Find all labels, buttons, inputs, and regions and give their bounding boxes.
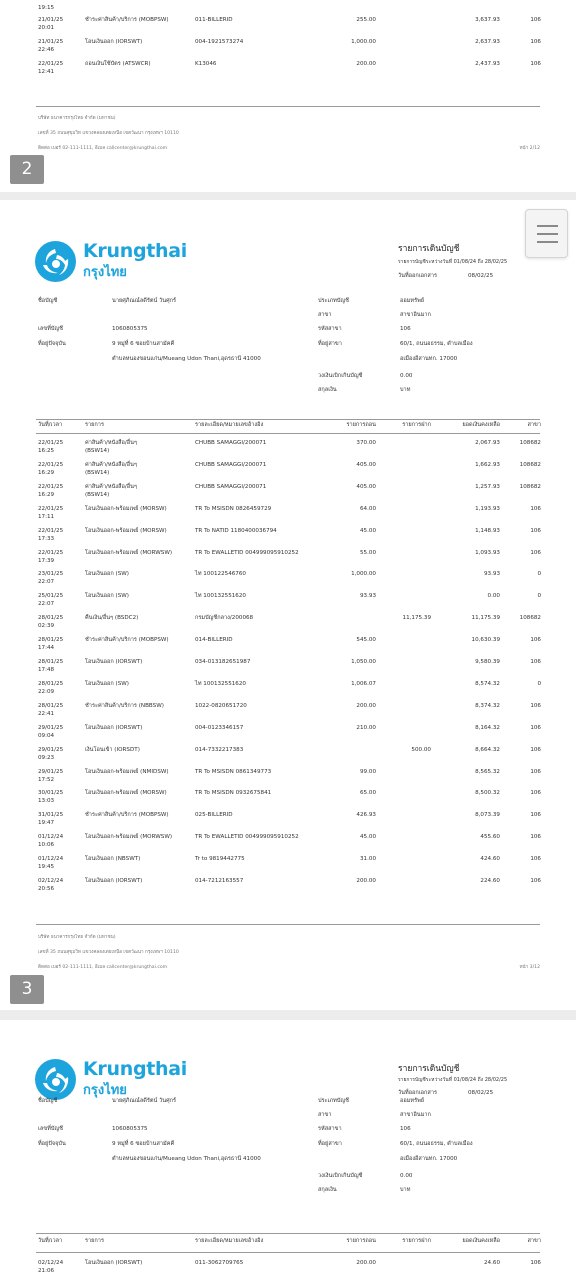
cell-date: 22/01/25	[38, 483, 64, 490]
cell-br: 106	[530, 746, 541, 753]
cell-time: 17:11	[38, 513, 55, 520]
print-date-label: วันที่ออกเอกสาร	[398, 273, 437, 279]
cell-desc: ค่าสินค้า/หนังสือ/อื่นๆ	[85, 461, 137, 468]
cell-br: 106	[530, 724, 541, 731]
cell-desc: โอนเงินออก-พร้อมเพย์ (NMIDSW)	[85, 768, 169, 775]
cell-br: 106	[530, 17, 541, 23]
overdraft: 0.00	[400, 1173, 413, 1179]
cell-wd: 210.00	[356, 724, 376, 731]
cell-time: 20:56	[38, 886, 55, 892]
cell-date: 29/01/25	[38, 768, 64, 775]
cell-br: 108682	[519, 440, 541, 446]
column-header: รายละเอียด/หมายเลขอ้างอิง	[195, 1238, 264, 1244]
cell-desc: โอนเงินออก (IORSWT)	[85, 659, 143, 665]
column-header: วันที่/เวลา	[38, 1238, 63, 1244]
table-header-bottom-line	[36, 433, 540, 434]
cell-detail: TR To EWALLETID 004999095910252	[195, 549, 299, 556]
cell-desc: คืนเงิน/อื่นๆ (BSDC2)	[85, 615, 139, 622]
cell-date: 30/01/25	[38, 790, 64, 797]
branch: สาขาอินมาก	[400, 312, 431, 318]
cell-time: 16:25	[38, 448, 55, 454]
cell-wd: 405.00	[356, 483, 376, 490]
cell-wd: 426.93	[356, 812, 376, 819]
branch-address-2: อเมืองอีสานทก. 17000	[400, 356, 458, 362]
cell-dep: 500.00	[411, 746, 431, 753]
cell-wd: 255.00	[356, 17, 376, 23]
cell-date: 01/12/24	[38, 856, 64, 863]
cell-bal: 3,637.93	[475, 17, 500, 23]
cell-desc: โอนเงินออก-พร้อมเพย์ (MORWSW)	[85, 549, 173, 556]
branch-address-1: 60/1, ถนนอธรรม, ตำบลเมือง	[400, 341, 473, 347]
branch-address-label: ที่อยู่สาขา	[318, 341, 342, 347]
print-date: 08/02/25	[468, 1090, 494, 1096]
cell-desc: โอนเงินออก (SW)	[85, 593, 129, 600]
krungthai-logo-icon	[35, 241, 76, 282]
cell-wd: 200.00	[356, 878, 376, 884]
cell-desc: โอนเงินออก-พร้อมเพย์ (MORSW)	[85, 505, 167, 512]
account-name-label: ชื่อบัญชี	[38, 298, 58, 304]
cell-br: 106	[530, 1260, 541, 1266]
footer-company: บริษัท ธนาคารกรุงไทย จำกัด (มหาชน)	[38, 116, 116, 121]
branch-no: 106	[400, 326, 411, 332]
page-gap	[0, 192, 576, 200]
cell-time: 19:47	[38, 820, 55, 827]
cell-desc: ชำระค่าสินค้า/บริการ (NBBSW)	[85, 702, 164, 709]
cell-bal: 93.93	[483, 571, 500, 578]
cell-detail: TR To NATID 1180400036794	[195, 527, 277, 534]
branch-label: สาขา	[318, 1112, 332, 1118]
cell-wd: 200.00	[356, 702, 376, 709]
cell-wd: 1,006.07	[351, 680, 376, 687]
cell-br: 106	[530, 812, 541, 819]
cell-detail: 034-013182651987	[195, 659, 251, 665]
cell-br: 108682	[519, 483, 541, 490]
cell-detail: TR To EWALLETID 004999095910252	[195, 834, 299, 841]
cell-date: 28/01/25	[38, 637, 64, 644]
cell-date: 28/01/25	[38, 702, 64, 709]
cell-desc: ชำระค่าสินค้า/บริการ (MOBPSW)	[85, 812, 169, 819]
cell-time: 22:46	[38, 47, 55, 53]
cell-date: 01/12/24	[38, 834, 64, 841]
cell-date: 28/01/25	[38, 615, 64, 622]
cell-time: 22:07	[38, 601, 55, 608]
cell-br: 106	[530, 659, 541, 665]
cell-br: 106	[530, 637, 541, 644]
column-header: รายการ	[85, 1238, 104, 1244]
cell-detail: ไท 100132551620	[195, 680, 246, 687]
cell-dep: 11,175.39	[402, 615, 431, 622]
cell-date: 02/12/24	[38, 1260, 64, 1266]
column-header: สาขา	[527, 422, 541, 428]
cell-date: 29/01/25	[38, 746, 64, 753]
bank-name-en: Krungthai	[83, 240, 187, 262]
branch-no: 106	[400, 1126, 411, 1132]
bank-name-th: กรุงไทย	[83, 1083, 127, 1098]
cell-date: 25/01/25	[38, 593, 64, 600]
cell-wd: 1,000.00	[351, 39, 376, 45]
currency: บาท	[400, 387, 411, 393]
cell-time: 19:45	[38, 864, 55, 871]
column-header: รายการถอน	[346, 1238, 376, 1244]
cell-bal: 455.60	[480, 834, 500, 841]
branch-no-label: รหัสสาขา	[318, 1126, 342, 1132]
cell-wd: 93.93	[359, 593, 376, 600]
cell-br: 106	[530, 39, 541, 45]
cell-time: 22:41	[38, 710, 55, 717]
cell-detail: CHUBB SAMAGGI/200071	[195, 483, 267, 490]
cell-desc: ชำระค่าสินค้า/บริการ (MOBPSW)	[85, 637, 169, 644]
cell-bal: 1,257.93	[475, 483, 500, 490]
cell-time: 22:07	[38, 579, 55, 586]
account-name-label: ชื่อบัญชี	[38, 1098, 58, 1104]
cell-date: 22/01/25	[38, 549, 64, 556]
cell-date: 23/01/25	[38, 571, 64, 578]
column-header: วันที่/เวลา	[38, 422, 63, 428]
cell-time: 02:39	[38, 623, 55, 630]
account-name: นายศุภิณณ์ลดีรัตน์ วันศุกร์	[112, 298, 177, 304]
cell-detail: TR To MSISDN 0826459729	[195, 505, 272, 512]
cell-wd: 31.00	[359, 856, 376, 863]
column-header: รายการฝาก	[402, 422, 431, 428]
cell-detail: CHUBB SAMAGGI/200071	[195, 440, 267, 446]
cell-bal: 8,374.32	[475, 702, 500, 709]
cell-date: 31/01/25	[38, 812, 64, 819]
account-number-label: เลขที่บัญชี	[38, 326, 63, 332]
cell-desc: โอนเงินออก-พร้อมเพย์ (MORSW)	[85, 527, 167, 534]
cell-detail: 014-7212163557	[195, 878, 244, 884]
address-line-1: 9 หมู่ที่ 6 ซอยบ้านสามัคคี	[112, 341, 175, 347]
print-date-label: วันที่ออกเอกสาร	[398, 1090, 437, 1096]
cell-time: 17:48	[38, 667, 55, 673]
statement-period: รายการบัญชีระหว่างวันที่ 01/08/24 ถึง 28/02/25	[398, 1077, 508, 1083]
cell-detail: CHUBB SAMAGGI/200071	[195, 461, 267, 468]
cell-detail: ไท 100122546760	[195, 571, 246, 578]
cell-wd: 1,050.00	[351, 659, 376, 665]
currency: บาท	[400, 1187, 411, 1193]
column-header: รายการถอน	[346, 422, 376, 428]
statement-title: รายการเดินบัญชี	[398, 1064, 460, 1074]
cell-time: 22:09	[38, 688, 55, 695]
cell-br: 106	[530, 768, 541, 775]
cell-date: 22/01/25	[38, 440, 64, 446]
cell-time: 12:41	[38, 69, 55, 75]
cell-wd: 1,000.00	[351, 571, 376, 578]
column-header: รายการ	[85, 422, 104, 428]
cell-bal: 10,630.39	[471, 637, 500, 644]
cell-br: 106	[530, 61, 541, 67]
footer-company: บริษัท ธนาคารกรุงไทย จำกัด (มหาชน)	[38, 935, 116, 940]
cell-time: 16:29	[38, 469, 55, 476]
overdraft-label: วงเงินเบิกเกินบัญชี	[318, 1173, 363, 1179]
cell-date: 19:15	[38, 5, 55, 11]
cell-time: 17:33	[38, 535, 55, 542]
cell-time: 17:39	[38, 557, 55, 564]
cell-date: 22/01/25	[38, 61, 64, 67]
account-number: 1060805375	[112, 1126, 148, 1132]
cell-wd: 45.00	[359, 834, 376, 841]
cell-detail: 011-3062709765	[195, 1260, 244, 1266]
column-header: รายละเอียด/หมายเลขอ้างอิง	[195, 422, 264, 428]
cell-bal: 0.00	[487, 593, 500, 600]
cell-detail: 004-0123346157	[195, 724, 244, 731]
currency-label: สกุลเงิน	[318, 387, 337, 393]
cell-bal: 2,637.93	[475, 39, 500, 45]
account-type: ออมทรัพย์	[400, 1098, 425, 1104]
cell-time: 20:01	[38, 25, 55, 31]
cell-detail: 014-BILLERID	[195, 637, 233, 644]
bank-name-th: กรุงไทย	[83, 265, 127, 280]
cell-desc: โอนเงินออก (IORSWT)	[85, 878, 143, 884]
print-date: 08/02/25	[468, 273, 494, 279]
column-header: สาขา	[527, 1238, 541, 1244]
cell-br: 0	[537, 680, 541, 687]
footer-contact: ติดต่อ เบอร์ 02-111-1111, อีเมล callcenter@krungthai.com	[38, 965, 168, 970]
cell-date: 02/12/24	[38, 878, 64, 884]
column-header: ยอดเงินคงเหลือ	[462, 422, 500, 428]
cell-desc: ค่าสินค้า/หนังสือ/อื่นๆ	[85, 440, 137, 446]
cell-br: 0	[537, 593, 541, 600]
cell-desc: ค่าสินค้า/หนังสือ/อื่นๆ	[85, 483, 137, 490]
cell-date: 21/01/25	[38, 17, 64, 23]
cell-desc: โอนเงินออก (SW)	[85, 571, 129, 578]
cell-bal: 2,067.93	[475, 440, 500, 446]
cell-wd: 99.00	[359, 768, 376, 775]
cell-desc: โอนเงินออก (NBSWT)	[85, 856, 141, 863]
cell-br: 106	[530, 856, 541, 863]
cell-br: 106	[530, 790, 541, 797]
cell-detail: TR To MSISDN 0861349773	[195, 768, 272, 775]
cell-bal: 11,175.39	[471, 615, 500, 622]
address-line-2: ตำบลหนองขอนแก่น/Mueang Udon Thani,อุดรธานี 41000	[112, 356, 261, 362]
cell-bal: 8,073.39	[475, 812, 500, 819]
cell-br: 106	[530, 834, 541, 841]
footer-address: เลขที่ 35 ถนนสุขุมวิท แขวงคลองเตยเหนือ เขตวัฒนา กรุงเทพฯ 10110	[38, 950, 179, 955]
cell-detail: 011-BILLERID	[195, 17, 233, 23]
branch-no-label: รหัสสาขา	[318, 326, 342, 332]
cell-date: 28/01/25	[38, 680, 64, 687]
cell-date: 29/01/25	[38, 724, 64, 731]
cell-bal: 8,565.32	[475, 768, 500, 775]
cell-time: 17:52	[38, 776, 55, 783]
cell-wd: 200.00	[356, 1260, 376, 1266]
cell-bal: 1,662.93	[475, 461, 500, 468]
cell-bal: 8,500.32	[475, 790, 500, 797]
cell-detail: 014-7332217383	[195, 746, 244, 753]
cell-detail: 004-1921573274	[195, 39, 244, 45]
hamburger-line-3	[537, 241, 558, 243]
cell-br: 106	[530, 527, 541, 534]
page-divider	[36, 924, 540, 925]
cell-wd: 45.00	[359, 527, 376, 534]
cell-date: 28/01/25	[38, 659, 64, 665]
cell-desc: โอนเงินออก (IORSWT)	[85, 39, 143, 45]
cell-wd: 370.00	[356, 440, 376, 446]
cell-desc: ชำระค่าสินค้า/บริการ (MOBPSW)	[85, 17, 169, 23]
page-number-label: หน้า 2/12	[519, 146, 540, 151]
cell-wd: 405.00	[356, 461, 376, 468]
cell-time: 09:23	[38, 754, 55, 761]
column-header: ยอดเงินคงเหลือ	[462, 1238, 500, 1244]
cell-detail: ไท 100132551620	[195, 593, 246, 600]
footer-contact: ติดต่อ เบอร์ 02-111-1111, อีเมล callcenter@krungthai.com	[38, 146, 168, 151]
branch-address-label: ที่อยู่สาขา	[318, 1141, 342, 1147]
cell-desc: โอนเงินออก (IORSWT)	[85, 724, 143, 731]
cell-bal: 8,164.32	[475, 724, 500, 731]
cell-time: 16:29	[38, 491, 55, 498]
address-line-2: ตำบลหนองขอนแก่น/Mueang Udon Thani,อุดรธานี 41000	[112, 1156, 261, 1162]
address-label: ที่อยู่ปัจจุบัน	[38, 341, 66, 347]
cell-detail: K13046	[195, 61, 217, 67]
cell-desc-extra: (BSW14)	[85, 491, 110, 498]
page-gap	[0, 1010, 576, 1020]
cell-wd: 200.00	[356, 61, 376, 67]
branch: สาขาอินมาก	[400, 1112, 431, 1118]
overdraft: 0.00	[400, 373, 413, 379]
cell-wd: 65.00	[359, 790, 376, 797]
cell-detail: 025-BILLERID	[195, 812, 233, 819]
branch-address-1: 60/1, ถนนอธรรม, ตำบลเมือง	[400, 1141, 473, 1147]
cell-wd: 64.00	[359, 505, 376, 512]
cell-desc-extra: (BSW14)	[85, 448, 110, 454]
cell-bal: 1,193.93	[475, 505, 500, 512]
hamburger-line-1	[537, 225, 558, 227]
statement-period: รายการบัญชีระหว่างวันที่ 01/08/24 ถึง 28/02/25	[398, 259, 508, 265]
cell-bal: 9,580.39	[475, 659, 500, 665]
cell-bal: 424.60	[480, 856, 500, 863]
statement-page-2	[0, 0, 576, 192]
page-badge: 3	[10, 975, 44, 1004]
cell-bal: 8,664.32	[475, 746, 500, 753]
cell-desc: โอนเงินออก-พร้อมเพย์ (MORSW)	[85, 790, 167, 797]
cell-date: 22/01/25	[38, 461, 64, 468]
account-number: 1060805375	[112, 326, 148, 332]
cell-time: 17:44	[38, 645, 55, 652]
account-number-label: เลขที่บัญชี	[38, 1126, 63, 1132]
cell-time: 09:04	[38, 732, 55, 739]
address-label: ที่อยู่ปัจจุบัน	[38, 1141, 66, 1147]
cell-br: 106	[530, 702, 541, 709]
cell-time: 21:06	[38, 1268, 55, 1274]
statement-page-4	[0, 1020, 576, 1280]
cell-detail: TR To MSISDN 0932675841	[195, 790, 272, 797]
cell-br: 106	[530, 505, 541, 512]
cell-time: 10:06	[38, 842, 55, 849]
page-divider	[36, 106, 540, 107]
branch-address-2: อเมืองอีสานทก. 17000	[400, 1156, 458, 1162]
statement-title: รายการเดินบัญชี	[398, 244, 460, 254]
cell-br: 106	[530, 549, 541, 556]
bank-name-en: Krungthai	[83, 1058, 187, 1080]
cell-desc: เงินโอนเข้า (IORSDT)	[85, 746, 140, 753]
statement-page-3	[0, 200, 576, 1010]
address-line-1: 9 หมู่ที่ 6 ซอยบ้านสามัคคี	[112, 1141, 175, 1147]
hamburger-line-2	[537, 233, 558, 235]
cell-bal: 8,574.32	[475, 680, 500, 687]
account-name: นายศุภิณณ์ลดีรัตน์ วันศุกร์	[112, 1098, 177, 1104]
cell-date: 22/01/25	[38, 527, 64, 534]
cell-wd: 545.00	[356, 637, 376, 644]
cell-date: 21/01/25	[38, 39, 64, 45]
menu-button[interactable]	[525, 209, 568, 258]
page-number-label: หน้า 3/12	[519, 965, 540, 970]
cell-desc-extra: (BSW14)	[85, 469, 110, 476]
cell-wd: 55.00	[359, 549, 376, 556]
cell-time: 13:03	[38, 798, 55, 805]
cell-bal: 24.60	[483, 1260, 500, 1266]
cell-br: 108682	[519, 461, 541, 468]
overdraft-label: วงเงินเบิกเกินบัญชี	[318, 373, 363, 379]
cell-br: 0	[537, 571, 541, 578]
branch-label: สาขา	[318, 312, 332, 318]
footer-address: เลขที่ 35 ถนนสุขุมวิท แขวงคลองเตยเหนือ เขตวัฒนา กรุงเทพฯ 10110	[38, 131, 179, 136]
currency-label: สกุลเงิน	[318, 1187, 337, 1193]
cell-bal: 1,093.93	[475, 549, 500, 556]
column-header: รายการฝาก	[402, 1238, 431, 1244]
krungthai-logo-icon	[35, 1059, 76, 1100]
cell-bal: 224.60	[480, 878, 500, 884]
account-type-label: ประเภทบัญชี	[318, 298, 349, 304]
account-type: ออมทรัพย์	[400, 298, 425, 304]
cell-detail: 1022-0820651720	[195, 702, 247, 709]
cell-br: 108682	[519, 615, 541, 622]
table-header-top-line	[36, 1233, 540, 1234]
account-type-label: ประเภทบัญชี	[318, 1098, 349, 1104]
cell-date: 22/01/25	[38, 505, 64, 512]
cell-bal: 1,148.93	[475, 527, 500, 534]
cell-detail: กรมบัญชีกลาง/200068	[195, 615, 254, 622]
cell-desc: โอนเงินออก (IORSWT)	[85, 1260, 143, 1266]
cell-detail: Tr to 9819442775	[195, 856, 245, 863]
cell-desc: โอนเงินออก-พร้อมเพย์ (MORWSW)	[85, 834, 173, 841]
page-badge: 2	[10, 155, 44, 184]
cell-desc: โอนเงินออก (SW)	[85, 680, 129, 687]
cell-desc: ถอนเงินใช้บัตร (ATSWCR)	[85, 61, 151, 67]
cell-bal: 2,437.93	[475, 61, 500, 67]
cell-br: 106	[530, 878, 541, 884]
table-header-bottom-line	[36, 1252, 540, 1253]
table-header-top-line	[36, 419, 540, 420]
